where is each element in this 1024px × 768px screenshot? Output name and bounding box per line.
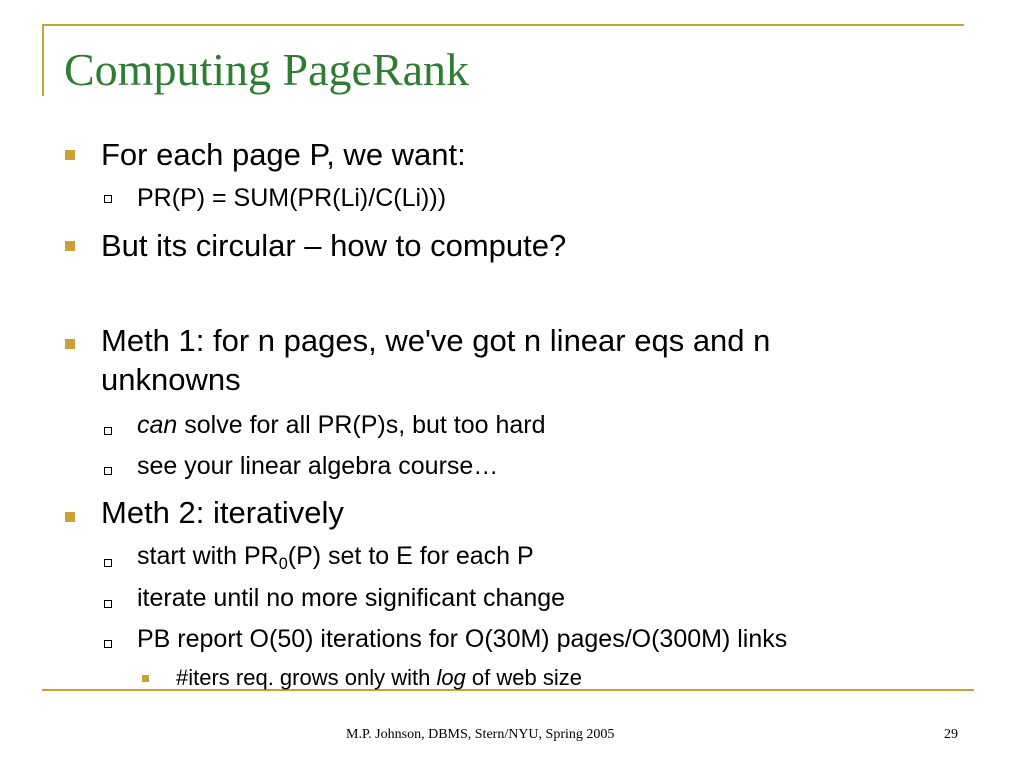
bullet-hollow-square-icon: [104, 559, 112, 567]
bullet-hollow-square-icon: [104, 427, 112, 435]
bullet-text: But its circular – how to compute?: [101, 228, 567, 263]
bullet-text: PB report O(50) iterations for O(30M) pages/O(300M) links: [137, 625, 788, 653]
bullet-text: see your linear algebra course…: [137, 452, 499, 480]
bullet-text: PR(P) = SUM(PR(Li)/C(Li))): [137, 184, 447, 212]
bullet-square-icon: [65, 241, 75, 251]
subscript-text: 0: [278, 554, 288, 573]
bullet-text: Meth 1: for n pages, we've got n linear eqs and n: [101, 323, 771, 358]
bullet-text-rest: (P) set to E for each P: [287, 542, 534, 570]
bullet-hollow-square-icon: [104, 640, 112, 648]
bullet-text-rest: solve for all PR(P)s, but too hard: [177, 411, 546, 439]
footer-credit: M.P. Johnson, DBMS, Stern/NYU, Spring 2005: [346, 727, 615, 742]
bullet-text: For each page P, we want:: [101, 137, 466, 172]
page-number: 29: [944, 727, 958, 742]
bullet-text-start: start with PR: [137, 542, 279, 570]
bullet-text-start: #iters req. grows only with: [176, 665, 437, 690]
bullet-square-icon: [65, 512, 75, 522]
bullet-text: [137, 410, 546, 440]
bullet-hollow-square-icon: [104, 195, 112, 203]
bullet-text-rest: of web size: [465, 665, 582, 690]
bullet-text-continuation: unknowns: [101, 362, 241, 397]
slide-title: Computing PageRank: [64, 44, 470, 95]
bullet-text: [176, 665, 582, 691]
top-rule: [42, 24, 964, 26]
bullet-square-icon: [65, 150, 75, 160]
bullet-square-icon: [65, 339, 75, 349]
left-rule: [42, 24, 44, 96]
bullet-text: Meth 2: iteratively: [101, 495, 344, 530]
bullet-text: iterate until no more significant change: [137, 584, 566, 612]
emphasis-text: can: [137, 411, 178, 439]
bullet-hollow-square-icon: [104, 600, 112, 608]
bullet-hollow-square-icon: [104, 467, 112, 475]
bullet-text: [137, 541, 534, 579]
bullet-small-square-icon: [142, 675, 149, 682]
emphasis-text: log: [436, 665, 466, 690]
